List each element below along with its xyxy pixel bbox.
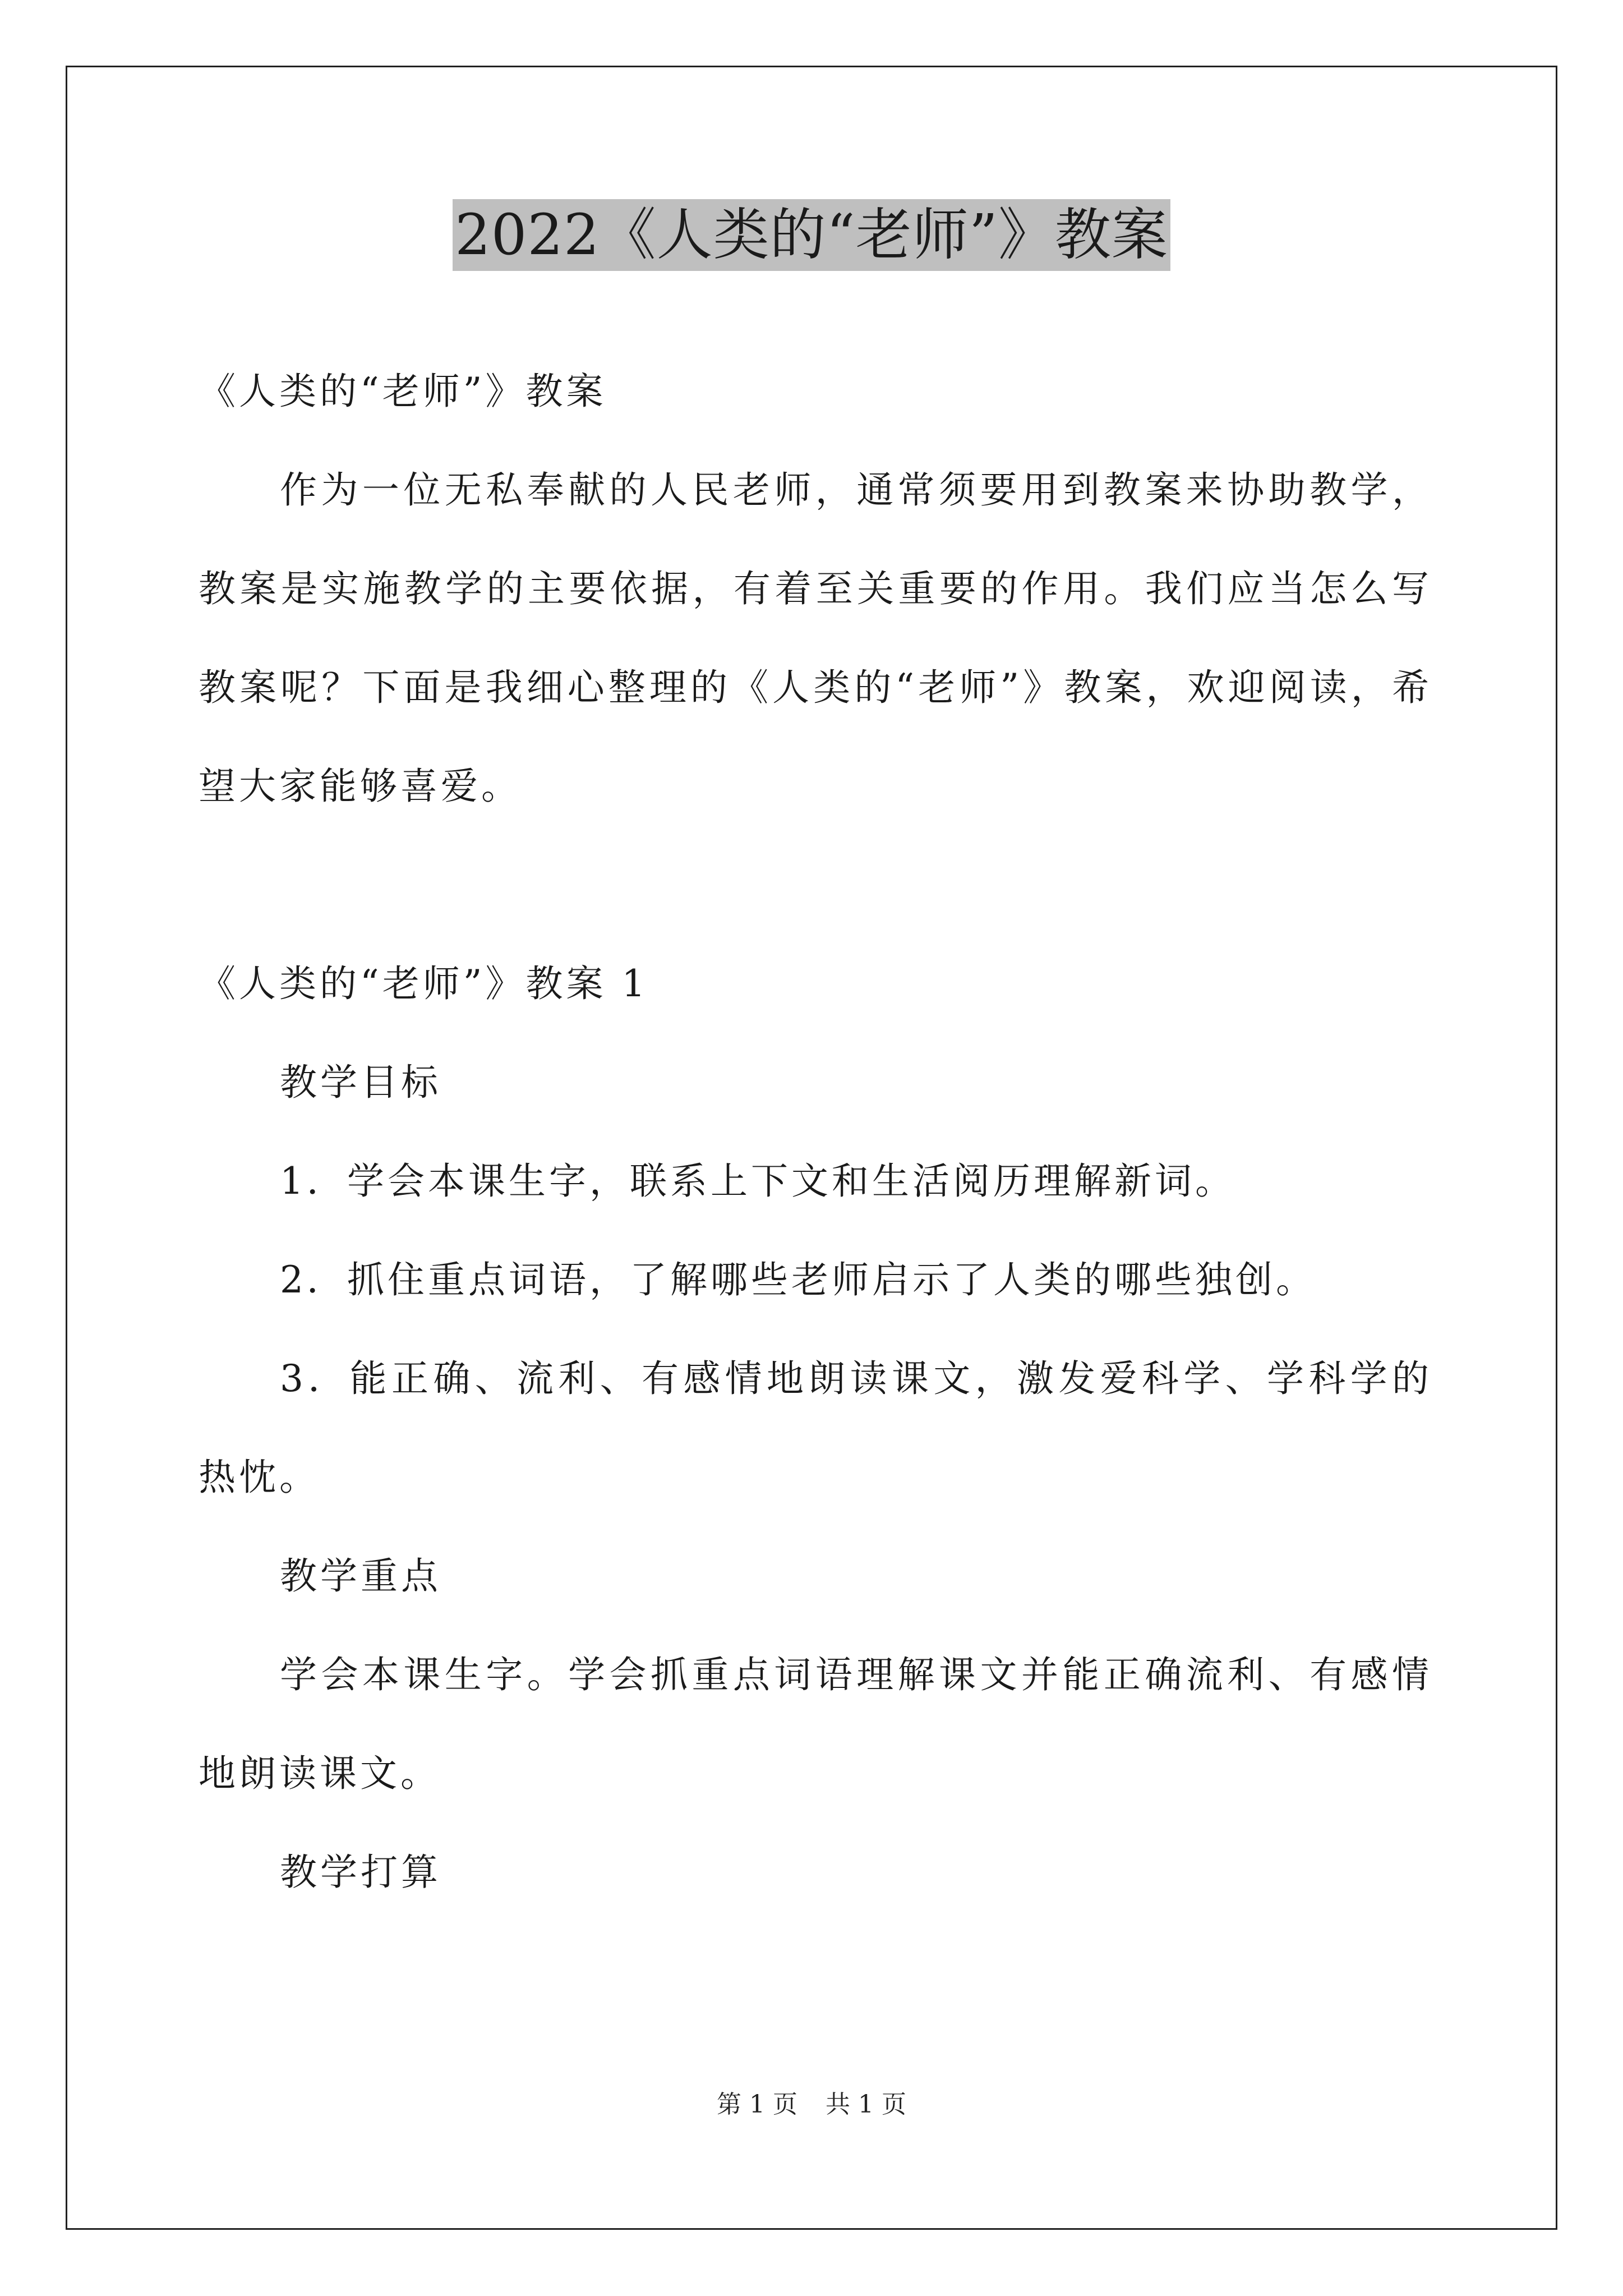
focus-heading: 教学重点 <box>280 1554 441 1598</box>
intro-paragraph: 作为一位无私奉献的人民老师，通常须要用到教案来协助教学，教案是实施教学的主要依据，有着至关重要的作用。我们应当怎么写教案呢？下面是我细心整理的《人类的“老师”》教案，欢迎阅读，希望大家能够喜爱。 <box>199 468 1432 808</box>
goal-item: 1．学会本课生字，联系上下文和生活阅历理解新词。 <box>280 1159 1235 1203</box>
page-number: 第 1 页 <box>717 2090 797 2119</box>
page-footer <box>0 2088 1623 2122</box>
page-total: 共 1 页 <box>826 2090 906 2119</box>
goal-heading: 教学目标 <box>280 1061 441 1104</box>
goal-item: 3．能正确、流利、有感情地朗读课文，激发爱科学、学科学的热忱。 <box>199 1357 1432 1499</box>
goal-item: 2．抓住重点词语，了解哪些老师启示了人类的哪些独创。 <box>280 1258 1316 1301</box>
document-body <box>199 342 1432 1922</box>
focus-text: 学会本课生字。学会抓重点词语理解课文并能正确流利、有感情地朗读课文。 <box>199 1653 1432 1795</box>
prep-heading: 教学打算 <box>280 1851 441 1894</box>
section-title: 《人类的“老师”》教案 1 <box>199 962 649 1005</box>
title-container <box>0 199 1623 271</box>
spacer <box>199 836 1432 935</box>
subtitle: 《人类的“老师”》教案 <box>199 370 607 413</box>
document-title: 2022《人类的“老师”》教案 <box>453 199 1170 271</box>
